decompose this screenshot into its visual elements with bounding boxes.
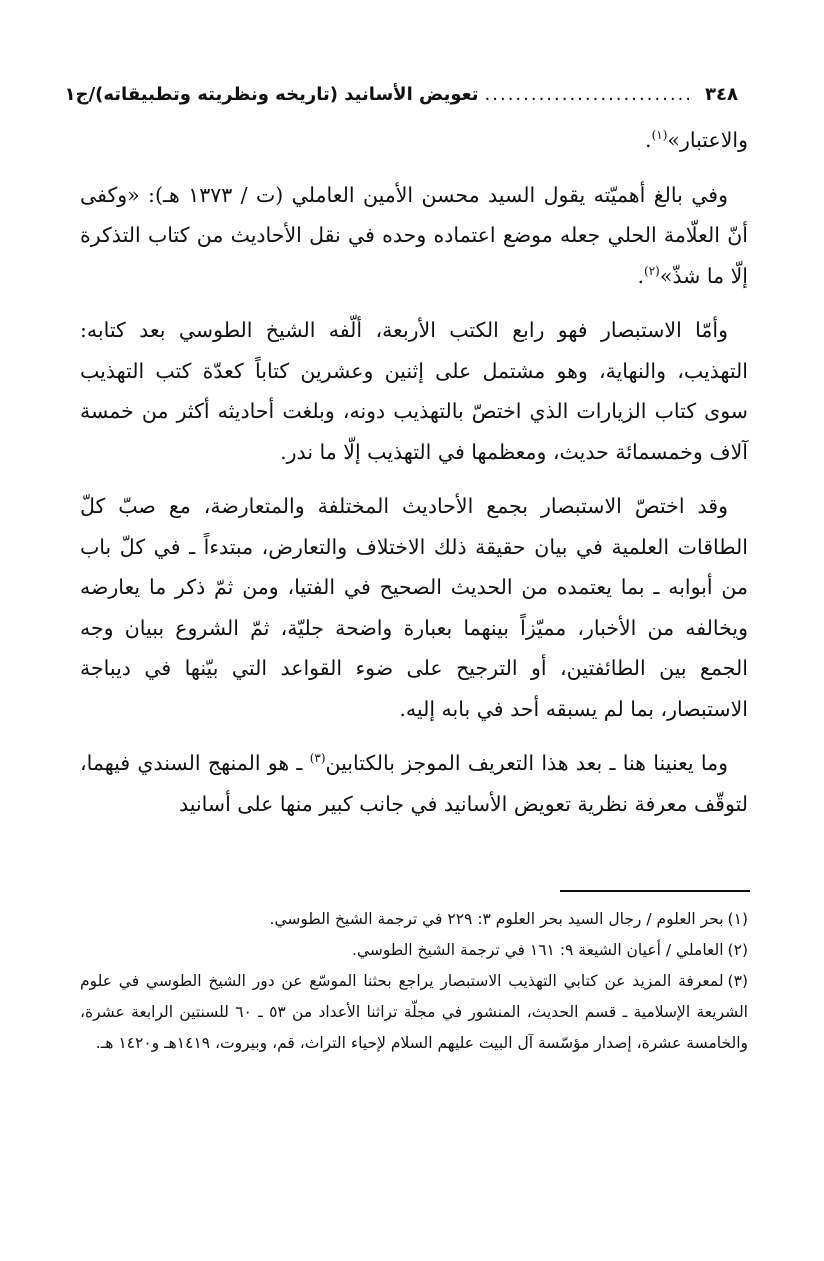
main-text [80, 120, 748, 838]
paragraph: وفي بالغ أهميّته يقول السيد محسن الأمين العاملي (ت / ١٣٧٣ هـ): «وكفى أنّ العلّامة الحلي جعله موضع اعتماده وحده في نقل الأحاديث من كتاب التذكرة إلّا ما شذّ»$^{(٢)}$. [80, 182, 748, 288]
footnote: (٣)لمعرفة المزيد عن كتابي التهذيب الاستبصار يراجع بحثنا الموسّع عن دور الشيخ الطوسي في علوم الشريعة الإسلامية ـ قسم الحديث، المنشور في مجلّة تراثنا الأعداد من ٥٣ ـ ٦٠ للسنتين الرابعة عشرة، والخامسة عشرة، إصدار مؤسّسة آل البيت عليهم السلام لإحياء التراث، قم، وبيروت، ١٤١٩هـ و١٤٢٠ هـ. [80, 972, 748, 1052]
paragraph: وقد اختصّ الاستبصار بجمع الأحاديث المختلفة والمتعارضة، مع صبّ كلّ الطاقات العلمية في بيان حقيقة ذلك الاختلاف والتعارض، مبتدءاً ـ في كلّ باب من أبوابه ـ بما يعتمده من الحديث الصحيح في الفتيا، ومن ثمّ ذكر ما يعارضه ويخالفه من الأخبار، مميّزاً بينهما بعبارة واضحة جليّة، ثمّ الشروع ببيان وجه الجمع بين الطائفتين، أو الترجيح على ضوء القواعد التي بيّنها في ديباجة الاستبصار، بما لم يسبقه أحد في بابه إليه. [80, 494, 748, 721]
running-title: تعويض الأسانيد (تاريخه ونظريته وتطبيقاته)/ج١ [64, 84, 479, 105]
footnote-ref: (٢) [644, 263, 660, 278]
footnotes [80, 904, 748, 1059]
paragraph: وما يعنينا هنا ـ بعد هذا التعريف الموجز بالكتابين$^{(٣)}$ ـ هو المنهج السندي فيهما، لتوقّف معرفة نظرية تعويض الأسانيد في جانب كبير منها على أسانيد [80, 751, 748, 816]
footnote-number: (١) [727, 910, 748, 928]
footnote: (٢)العاملي / أعيان الشيعة ٩: ١٦١ في ترجمة الشيخ الطوسي. [352, 941, 748, 959]
footnote-ref: (٣) [309, 751, 326, 766]
footnote-number: (٣) [727, 972, 748, 990]
paragraph: والاعتبار»$^{(١)}$. [645, 128, 748, 152]
running-header [64, 84, 738, 112]
leader-dots: ........................... [484, 84, 694, 105]
page-number: ٣٤٨ [705, 84, 738, 105]
footnote-separator [560, 890, 750, 892]
paragraph: وأمّا الاستبصار فهو رابع الكتب الأربعة، ألّفه الشيخ الطوسي بعد كتابه: التهذيب، والنهاية، وهو مشتمل على إثنين وعشرين كتاباً كعدّة كتب التهذيب سوى كتاب الزيارات الذي اختصّ بالتهذيب دونه، وبلغت أحاديثه أكثر من خمسة آلاف وخمسمائة حديث، ومعظمها في التهذيب إلّا ما ندر. [80, 318, 748, 464]
footnote: (١)بحر العلوم / رجال السيد بحر العلوم ٣: ٢٢٩ في ترجمة الشيخ الطوسي. [269, 910, 748, 928]
footnote-number: (٢) [727, 941, 748, 959]
footnote-ref: (١) [651, 128, 668, 143]
